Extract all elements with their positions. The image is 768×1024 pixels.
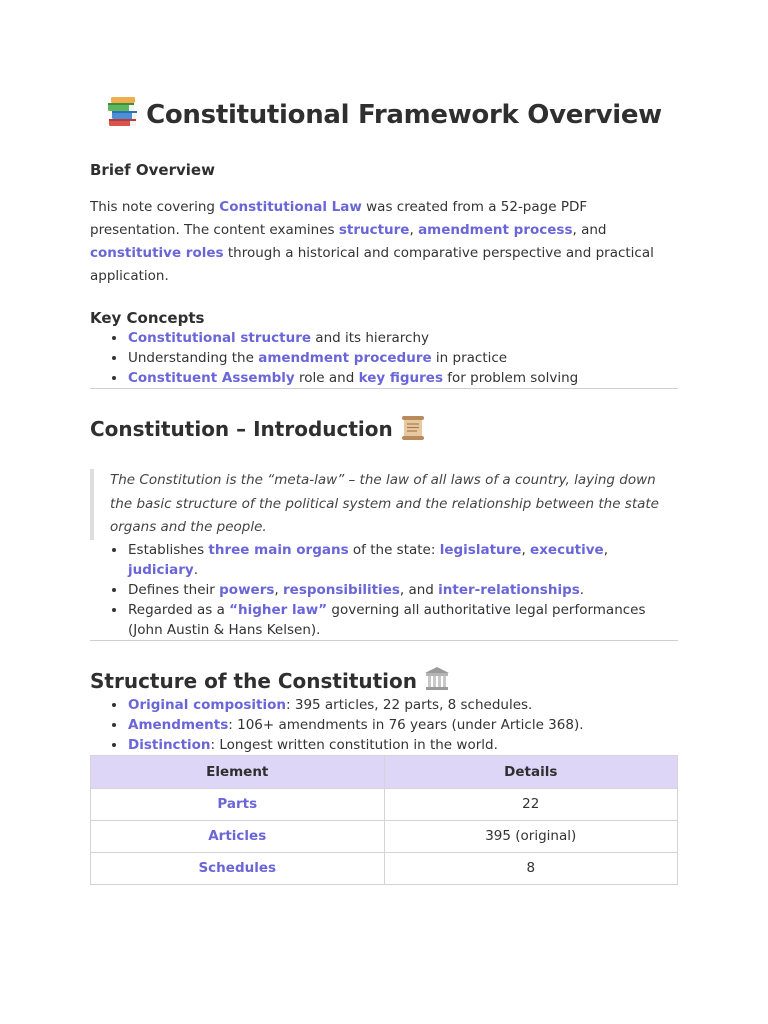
structure-list <box>90 695 678 755</box>
text-fragment: in practice <box>431 350 508 366</box>
highlight-structure: structure <box>338 222 410 238</box>
text-fragment: : Longest written constitution in the world. <box>210 736 498 753</box>
highlight-distinction: Distinction <box>128 736 211 753</box>
highlight-original-composition: Original composition <box>128 696 287 713</box>
text-fragment: governing all authoritative legal performances (John Austin & Hans Kelsen). <box>128 601 646 638</box>
brief-overview-heading: Brief Overview <box>90 161 215 179</box>
highlight-constitutional-structure: Constitutional structure <box>128 330 312 346</box>
highlight-amendment-procedure: amendment procedure <box>258 350 432 366</box>
text-fragment: Understanding the <box>128 350 259 366</box>
text-fragment: , and <box>572 222 607 238</box>
text-fragment: , <box>521 541 531 558</box>
text-fragment: and its hierarchy <box>311 330 430 346</box>
text-fragment: : 395 articles, 22 parts, 8 schedules. <box>286 696 533 713</box>
text-fragment: , <box>409 222 419 238</box>
text-fragment: Defines their <box>128 581 220 598</box>
books-icon <box>106 95 140 129</box>
text-fragment: for problem solving <box>442 370 579 386</box>
list-item <box>128 735 678 755</box>
list-item <box>128 348 678 368</box>
text-fragment: through a historical and comparative perspective and practical application. <box>90 245 654 284</box>
table-row <box>91 852 678 884</box>
classical-building-icon <box>423 665 451 693</box>
list-item <box>128 695 678 715</box>
text-fragment: . <box>193 561 199 578</box>
list-item <box>128 600 678 640</box>
text-fragment: , <box>274 581 283 598</box>
constitution-quote: The Constitution is the “meta-law” – the law of all laws of a country, laying down the basic structure of the political system and the relationship between the state organs and the people. <box>90 469 678 540</box>
document-title <box>90 92 678 138</box>
introduction-list <box>90 540 678 640</box>
highlight-powers: powers <box>219 581 275 598</box>
highlight-constitutional-law: Constitutional Law <box>219 199 362 215</box>
structure-heading-text: Structure of the Constitution <box>90 668 418 693</box>
text-fragment: of the state: <box>348 541 440 558</box>
text-fragment: Establishes <box>128 541 209 558</box>
highlight-three-main-organs: three main organs <box>208 541 349 558</box>
introduction-heading-text: Constitution – Introduction <box>90 417 393 441</box>
table-cell-element: Parts <box>91 788 385 820</box>
list-item <box>128 580 678 600</box>
document-title-text: Constitutional Framework Overview <box>146 100 662 130</box>
highlight-inter-relationships: inter-relationships <box>438 581 580 598</box>
list-item <box>128 368 678 388</box>
text-fragment: , and <box>399 581 439 598</box>
text-fragment: role and <box>294 370 359 386</box>
introduction-heading <box>90 415 678 443</box>
highlight-higher-law: “higher law” <box>229 601 328 618</box>
document-content <box>90 92 678 885</box>
list-item <box>128 540 678 580</box>
key-concepts-heading: Key Concepts <box>90 309 205 327</box>
list-item <box>128 715 678 735</box>
table-cell-details: 22 <box>384 788 678 820</box>
scroll-icon <box>399 414 427 442</box>
column-header-details: Details <box>384 755 678 788</box>
key-concepts-list <box>90 328 678 388</box>
column-header-element: Element <box>91 755 385 788</box>
highlight-executive: executive <box>530 541 604 558</box>
text-fragment: . <box>579 581 585 598</box>
text-fragment: was created from a 52-page PDF presentation. The content examines <box>90 199 588 238</box>
highlight-constitutive-roles: constitutive roles <box>90 245 224 261</box>
brief-overview-paragraph <box>90 196 678 288</box>
table-header-row <box>91 755 678 788</box>
list-item <box>128 328 678 348</box>
text-fragment: : 106+ amendments in 76 years (under Article 368). <box>228 716 584 733</box>
table-cell-element: Schedules <box>91 852 385 884</box>
highlight-amendments: Amendments <box>128 716 229 733</box>
structure-table <box>90 755 678 885</box>
highlight-legislature: legislature <box>439 541 522 558</box>
highlight-amendment-process: amendment process <box>418 222 573 238</box>
text-fragment: Regarded as a <box>128 601 230 618</box>
table-cell-details: 8 <box>384 852 678 884</box>
table-cell-element: Articles <box>91 820 385 852</box>
structure-heading <box>90 667 678 695</box>
text-fragment: , <box>603 541 609 558</box>
section-divider <box>90 640 678 641</box>
highlight-responsibilities: responsibilities <box>283 581 400 598</box>
section-divider <box>90 388 678 389</box>
table-row <box>91 788 678 820</box>
highlight-constituent-assembly: Constituent Assembly <box>128 370 295 386</box>
table-cell-details: 395 (original) <box>384 820 678 852</box>
table-row <box>91 820 678 852</box>
text-fragment: This note covering <box>90 199 220 215</box>
highlight-key-figures: key figures <box>358 370 443 386</box>
highlight-judiciary: judiciary <box>128 561 194 578</box>
